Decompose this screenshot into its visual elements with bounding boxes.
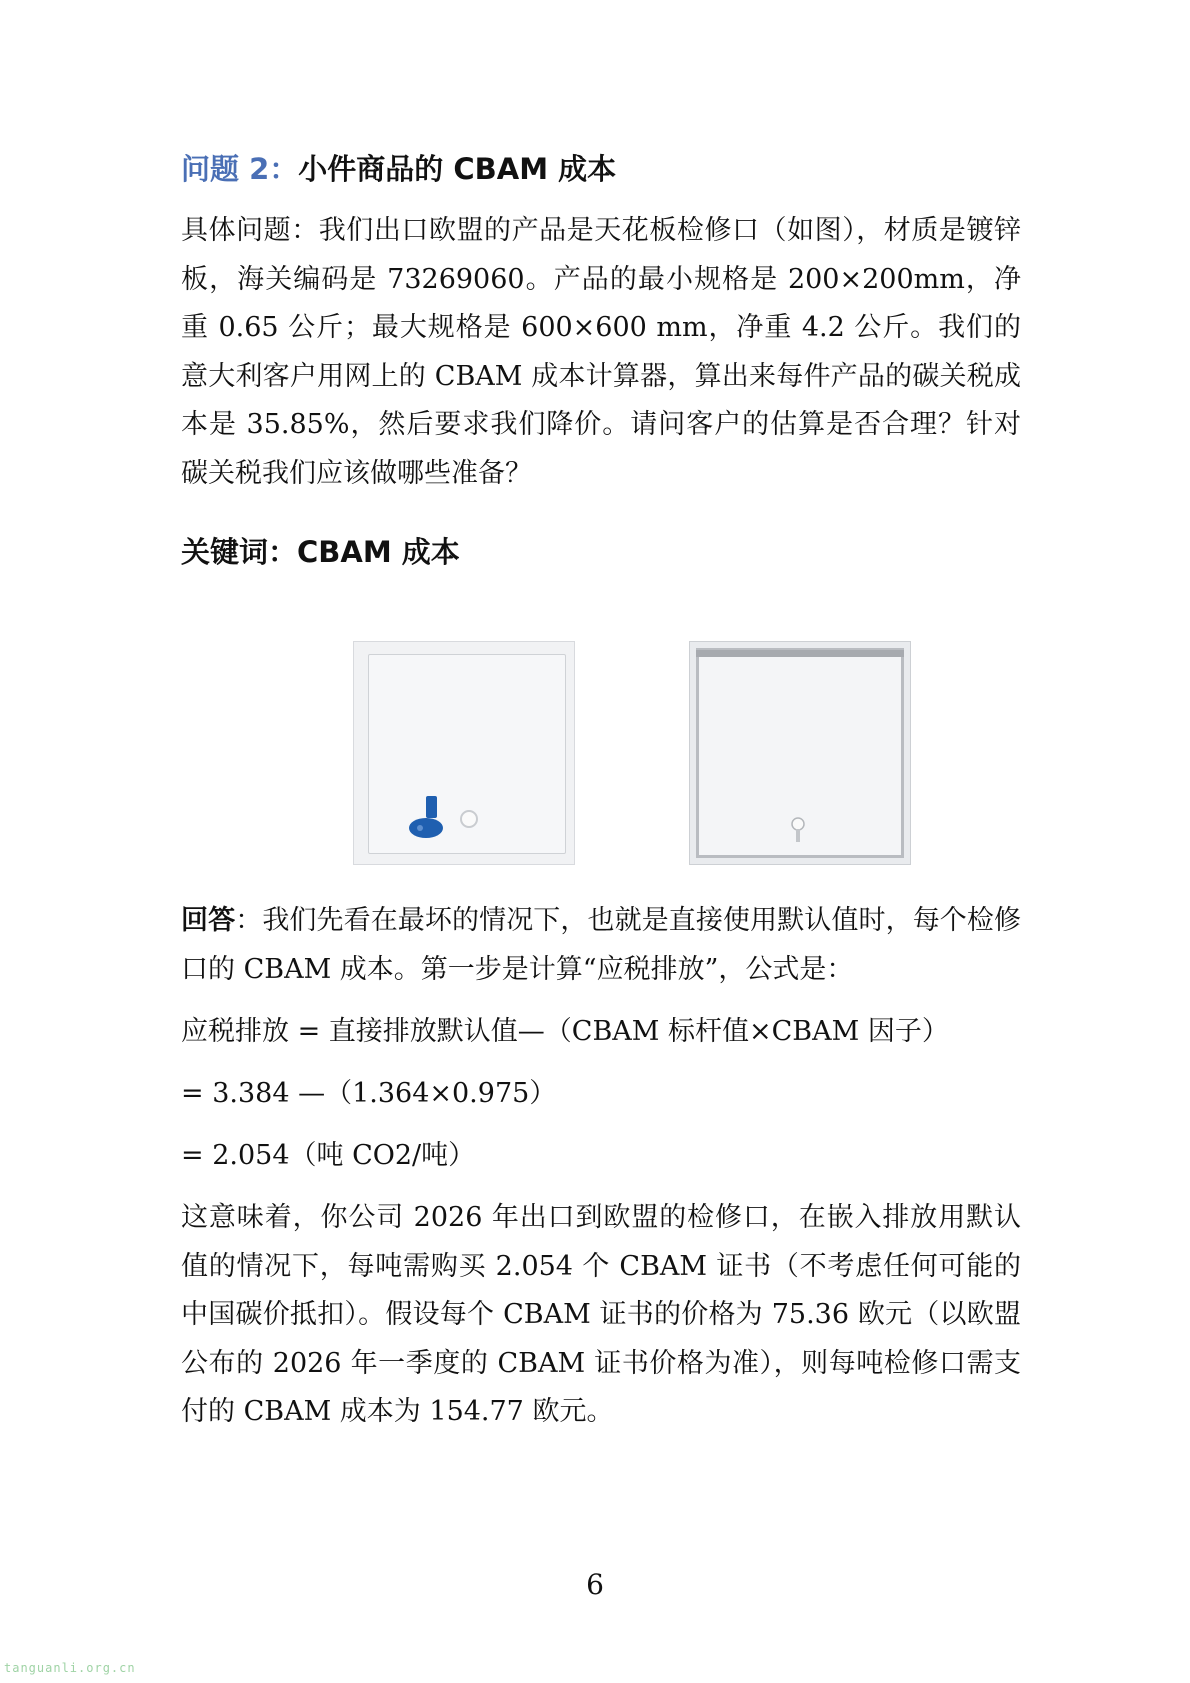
latch-icon [790,817,806,843]
question-section [181,145,1021,576]
blue-key-icon [406,794,456,844]
formula-line-3: = 2.054（吨 CO2/吨） [181,1140,476,1171]
question-body: 具体问题：我们出口欧盟的产品是天花板检修口（如图），材质是镀锌板，海关编码是 73269060。产品的最小规格是 200×200mm，净重 0.65 公斤；最大规格是 600×600 mm，净重 4.2 公斤。我们的意大利客户用网上的 CBAM 成本计算器，算出来每件产品的碳关税成本是 35.85%，然后要求我们降价。请问客户的估算是否合理？针对碳关税我们应该做哪些准备？ [181,215,1021,489]
answer-intro [181,897,1021,994]
answer-colon: ： [235,905,263,936]
question-title: 小件商品的 CBAM 成本 [298,152,617,186]
lock-hole-icon [460,810,478,828]
answer-conclusion: 这意味着，你公司 2026 年出口到欧盟的检修口，在嵌入排放用默认值的情况下，每吨需购买 2.054 个 CBAM 证书（不考虑任何可能的中国碳价抵扣）。假设每个 CBAM 证书的价格为 75.36 欧元（以欧盟公布的 2026 年一季度的 CBAM 证书价格为准），则每吨检修口需支付的 CBAM 成本为 154.77 欧元。 [181,1202,1021,1427]
formula-line-2: = 3.384 —（1.364×0.975） [181,1078,557,1109]
answer-intro-text: 我们先看在最坏的情况下，也就是直接使用默认值时，每个检修口的 CBAM 成本。第一步是计算“应税排放”，公式是： [181,905,1022,985]
keywords-line: 关键词：CBAM 成本 [181,535,460,569]
formula-line-1: 应税排放 = 直接排放默认值—（CBAM 标杆值×CBAM 因子） [181,1016,949,1047]
answer-lead: 回答 [181,905,236,936]
hinge-bar [696,650,904,657]
page-number: 6 [586,1568,604,1601]
answer-section [181,897,1021,1437]
question-heading [181,145,1021,193]
question-label: 问题 2 [181,152,270,186]
access-panel-open-image [689,641,911,865]
product-images [353,641,913,867]
question-separator: ： [269,152,299,186]
watermark-text: tanguanli.org.cn [4,1661,136,1675]
access-panel-closed-image [353,641,575,865]
